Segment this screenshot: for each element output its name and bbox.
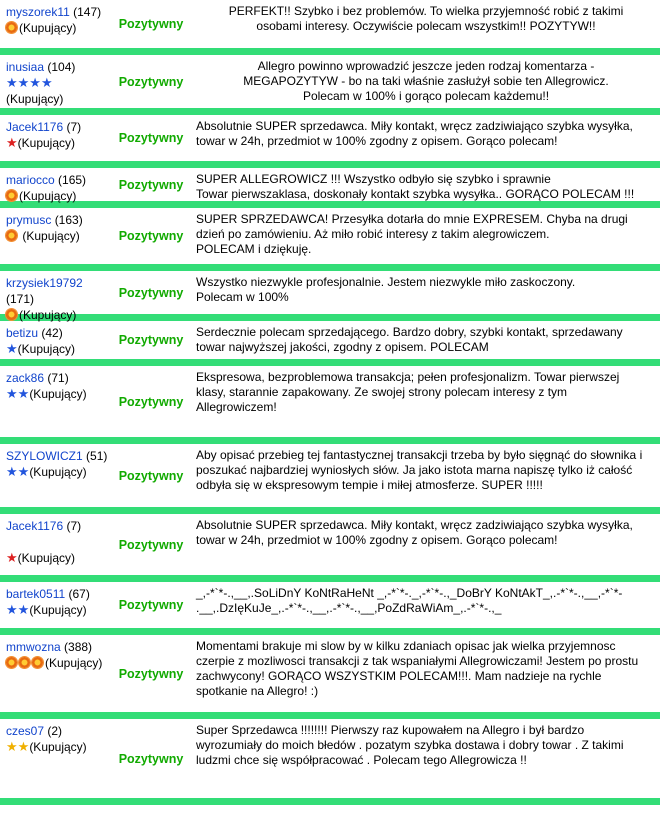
role-label: (Kupujący)	[19, 308, 77, 322]
comment-row	[0, 55, 660, 115]
sun-icon	[6, 230, 17, 241]
user-cell	[0, 582, 112, 628]
user-cell	[0, 321, 112, 359]
status-label: Pozytywny	[118, 537, 184, 552]
star-icon: ★★	[6, 739, 30, 754]
comment-row	[0, 271, 660, 321]
feedback-count: (104)	[47, 60, 76, 74]
username-link[interactable]: zack86	[6, 371, 45, 385]
comment-text: Allegro powinno wprowadzić jeszcze jeden rodzaj komentarza - MEGAPOZYTYW - bo na taki właśnie zasłużył sobie ten Allegrowicz. Polecam w 100% i gorąco polecam każdemu!!	[243, 59, 609, 103]
role-label: (Kupujący)	[29, 603, 87, 617]
status-label: Pozytywny	[118, 74, 184, 89]
comment-row	[0, 208, 660, 271]
status-label: Pozytywny	[118, 131, 184, 145]
status-label: Pozytywny	[118, 177, 184, 192]
feedback-count: (71)	[47, 371, 69, 385]
comment-row	[0, 321, 660, 366]
comment-text: PERFEKT!! Szybko i bez problemów. To wielka przyjemność robić z takimi osobami interesy. Oczywiście polecam wszystkim!! POZYTYW!!	[228, 4, 624, 33]
star-icon: ★	[6, 135, 18, 150]
role-label: (Kupujący)	[29, 740, 87, 754]
username-link[interactable]: mmwozna	[6, 640, 61, 654]
feedback-count: (7)	[66, 120, 82, 134]
status-label: Pozytywny	[118, 666, 184, 681]
role-label: (Kupujący)	[6, 92, 64, 106]
comment-row	[0, 514, 660, 582]
comment-text: SUPER SPRZEDAWCA! Przesyłka dotarła do mnie EXPRESEM. Chyba na drugi dzień po zamówieniu. Aż miło robić interesy z takim alegrowiczem. POLECAM i dziękuję.	[196, 212, 628, 256]
feedback-count: (163)	[54, 213, 83, 227]
sun-icon	[6, 22, 17, 33]
feedback-count: (2)	[47, 724, 63, 738]
sun-icon	[6, 657, 17, 668]
comment-row	[0, 366, 660, 444]
role-label: (Kupujący)	[29, 465, 87, 479]
feedback-count: (388)	[64, 640, 93, 654]
star-icon: ★	[6, 341, 18, 356]
user-cell	[0, 115, 112, 161]
comment-text: _,-*`*-.,__,.SoLiDnY KoNtRaHeNt _,-*`*-._,-*`*-.,_DoBrY KoNtAkT_,.-*`*-.,__,-*`*- .__,.DzIęKuJe_,.-*`*-.,__,.-*`*-.,__,PoZdRaWiAm_,.-*`*-.,_	[196, 586, 623, 615]
role-label: (Kupujący)	[22, 229, 80, 243]
status-label: Pozytywny	[118, 17, 184, 31]
sun-icon	[32, 657, 43, 668]
status-label: Pozytywny	[118, 751, 184, 766]
role-label: (Kupujący)	[17, 342, 76, 356]
comment-row	[0, 168, 660, 208]
user-cell	[0, 55, 112, 108]
status-label: Pozytywny	[118, 468, 184, 483]
star-icon: ★★	[6, 602, 30, 617]
user-cell	[0, 635, 112, 712]
feedback-count: (165)	[58, 173, 87, 187]
role-label: (Kupujący)	[17, 551, 76, 565]
feedback-count: (42)	[41, 326, 63, 340]
comment-row	[0, 115, 660, 168]
sun-icon	[6, 309, 17, 320]
username-link[interactable]: czes07	[6, 724, 45, 738]
username-link[interactable]: myszorek11	[6, 5, 70, 19]
feedback-count: (147)	[73, 5, 102, 19]
comment-text: Super Sprzedawca !!!!!!!! Pierwszy raz kupowałem na Allegro i był bardzo wyrozumiały do moich błedów . pozatym szybka dostawa i dobry towar . Z takimi ludzmi chce się współpracować . Polecam tego Allegrowicza !!	[196, 723, 624, 767]
comment-row	[0, 0, 660, 55]
comment-text: Momentami brakuje mi slow by w kilku zdaniach opisac jak wielka przyjemnosc czerpie z mozliwosci transakcji z tak wspaniałymi Allegrowiczami! Jestem po prostu zachwycony! GORĄCO WSZYSTKIM POLECAM!!!. Mam nadzieje na rychle spotkanie na Allegro! :)	[196, 639, 639, 698]
user-cell	[0, 514, 112, 575]
comment-row	[0, 582, 660, 635]
status-label: Pozytywny	[118, 229, 184, 243]
comment-row	[0, 635, 660, 719]
status-label: Pozytywny	[118, 285, 184, 300]
username-link[interactable]: mariocco	[6, 173, 55, 187]
role-label: (Kupujący)	[45, 656, 103, 670]
user-cell	[0, 366, 112, 437]
comment-text: Ekspresowa, bezproblemowa transakcja; pełen profesjonalizm. Towar pierwszej klasy, starannie zapakowany. Ze swojej strony polecam interesy z tym Allegrowiczem!	[196, 370, 620, 414]
star-icon: ★	[6, 550, 18, 565]
feedback-count: (171)	[6, 292, 35, 306]
user-cell	[0, 271, 112, 322]
username-link[interactable]: bartek0511	[6, 587, 66, 601]
username-link[interactable]: SZYLOWICZ1	[6, 449, 83, 463]
comment-text: Absolutnie SUPER sprzedawca. Miły kontakt, wręcz zadziwiająco szybka wysyłka, towar w 24h, przedmiot w 100% zgodny z opisem. Gorąco polecam!	[196, 518, 633, 547]
comment-text: Aby opisać przebieg tej fantastycznej transakcji trzeba by było sięgnąć do słownika i poszukać najbardziej wyniosłych słów. Ja jako istota marna napiszę tylko iż całość odbyła się w ekspresowym tempie i miłej atmosferze. SUPER !!!!!	[196, 448, 643, 492]
comment-text: Serdecznie polecam sprzedającego. Bardzo dobry, szybki kontakt, sprzedawany towar najwyższej jakości, zgodny z opisem. POLECAM	[196, 325, 623, 354]
status-label: Pozytywny	[118, 598, 184, 612]
user-cell	[0, 444, 112, 507]
user-cell	[0, 208, 112, 264]
username-link[interactable]: inusiaa	[6, 60, 45, 74]
user-cell	[0, 0, 112, 48]
username-link[interactable]: betizu	[6, 326, 39, 340]
role-label: (Kupujący)	[29, 387, 87, 401]
sun-icon	[19, 657, 30, 668]
user-cell	[0, 719, 112, 798]
feedback-count: (67)	[68, 587, 90, 601]
star-icon: ★★	[6, 386, 30, 401]
role-label: (Kupujący)	[19, 21, 77, 35]
star-icon: ★★	[6, 464, 30, 479]
comment-row	[0, 719, 660, 805]
feedback-count: (51)	[86, 449, 108, 463]
comment-text: SUPER ALLEGROWICZ !!! Wszystko odbyło się szybko i sprawnie Towar pierwszaklasa, doskonały kontakt szybka wysyłka.. GORĄCO POLECAM !!!	[196, 172, 635, 201]
username-link[interactable]: Jacek1176	[6, 120, 64, 134]
role-label: (Kupujący)	[19, 189, 77, 203]
status-label: Pozytywny	[118, 333, 184, 347]
feedback-count: (7)	[66, 519, 82, 533]
comment-text: Absolutnie SUPER sprzedawca. Miły kontakt, wręcz zadziwiająco szybka wysyłka, towar w 24h, przedmiot w 100% zgodny z opisem. Gorąco polecam!	[196, 119, 633, 148]
comment-row	[0, 444, 660, 514]
star-icon: ★★★★	[6, 75, 53, 90]
comment-text: Wszystko niezwykle profesjonalnie. Jestem niezwykle miło zaskoczony. Polecam w 100%	[196, 275, 576, 304]
username-link[interactable]: Jacek1176	[6, 519, 64, 533]
role-label: (Kupujący)	[17, 136, 76, 150]
username-link[interactable]: prymusc	[6, 213, 52, 227]
sun-icon	[6, 190, 17, 201]
user-cell	[0, 168, 112, 201]
username-link[interactable]: krzysiek19792	[6, 276, 83, 290]
status-label: Pozytywny	[118, 394, 184, 409]
